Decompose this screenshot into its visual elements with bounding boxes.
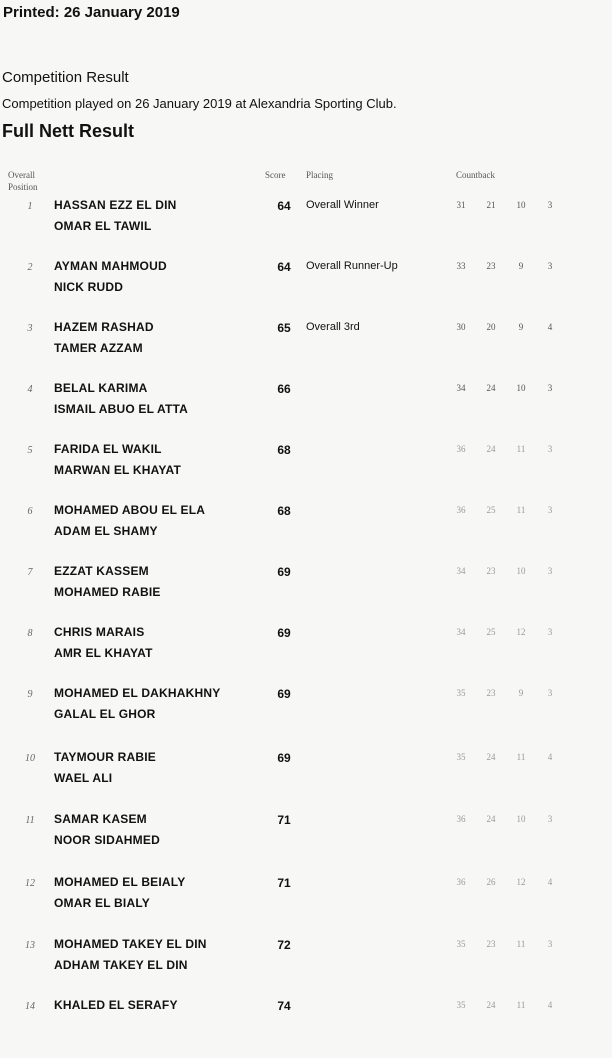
countback-value: 36 <box>456 814 466 824</box>
overall-position: 11 <box>25 815 35 826</box>
table-row <box>0 998 612 1058</box>
countback-value: 23 <box>486 261 496 271</box>
player-name: EZZAT KASSEM <box>54 564 149 578</box>
countback-value: 35 <box>456 752 466 762</box>
partner-name: ISMAIL ABUO EL ATTA <box>54 402 189 416</box>
countback-value: 25 <box>486 627 496 637</box>
partner-name: MARWAN EL KHAYAT <box>54 463 181 477</box>
countback-value: 3 <box>547 383 553 393</box>
player-name: SAMAR KASEM <box>54 812 147 826</box>
countback-value: 36 <box>456 877 466 887</box>
countback-value: 9 <box>518 261 524 271</box>
countback-value: 3 <box>547 627 553 637</box>
countback-value: 24 <box>486 1000 496 1010</box>
score-value: 71 <box>277 813 291 827</box>
overall-position: 2 <box>27 262 33 273</box>
table-row <box>0 381 612 441</box>
countback-value: 4 <box>547 752 553 762</box>
partner-name: OMAR EL BIALY <box>54 896 150 910</box>
countback-value: 3 <box>547 261 553 271</box>
player-name: HAZEM RASHAD <box>54 320 154 334</box>
countback-value: 3 <box>547 814 553 824</box>
score-value: 69 <box>277 687 291 701</box>
countback-value: 9 <box>518 322 524 332</box>
player-name: MOHAMED ABOU EL ELA <box>54 503 206 517</box>
table-row <box>0 320 612 380</box>
table-row <box>0 259 612 319</box>
score-value: 69 <box>277 751 291 765</box>
header-overall-position: Overall Position <box>8 170 38 192</box>
overall-position: 6 <box>27 506 33 517</box>
countback-value: 36 <box>456 505 466 515</box>
countback-value: 24 <box>486 752 496 762</box>
countback-value: 23 <box>486 688 496 698</box>
overall-position: 8 <box>27 628 33 639</box>
countback-value: 35 <box>456 688 466 698</box>
countback-value: 24 <box>486 444 496 454</box>
countback-value: 9 <box>518 688 524 698</box>
player-name: TAYMOUR RABIE <box>54 750 156 764</box>
table-row <box>0 625 612 685</box>
countback-value: 3 <box>547 688 553 698</box>
score-value: 68 <box>277 443 291 457</box>
countback-value: 34 <box>456 627 466 637</box>
countback-value: 12 <box>516 877 526 887</box>
player-name: FARIDA EL WAKIL <box>54 442 162 456</box>
countback-value: 3 <box>547 566 553 576</box>
table-row <box>0 812 612 872</box>
countback-value: 33 <box>456 261 466 271</box>
player-name: MOHAMED TAKEY EL DIN <box>54 937 207 951</box>
countback-value: 34 <box>456 383 466 393</box>
countback-value: 10 <box>516 566 526 576</box>
countback-value: 10 <box>516 814 526 824</box>
partner-name: NICK RUDD <box>54 280 124 294</box>
table-row <box>0 750 612 810</box>
countback-value: 24 <box>486 814 496 824</box>
partner-name: OMAR EL TAWIL <box>54 219 152 233</box>
countback-value: 4 <box>547 1000 553 1010</box>
countback-value: 23 <box>486 566 496 576</box>
result-heading: Full Nett Result <box>2 121 135 141</box>
countback-value: 10 <box>516 200 526 210</box>
countback-value: 20 <box>486 322 496 332</box>
overall-position: 7 <box>27 567 33 578</box>
countback-value: 11 <box>516 752 526 762</box>
countback-value: 4 <box>547 322 553 332</box>
overall-position: 4 <box>27 384 33 395</box>
table-row <box>0 937 612 997</box>
countback-value: 21 <box>486 200 496 210</box>
placing-value: Overall 3rd <box>306 321 360 333</box>
competition-title: Competition Result <box>2 69 129 86</box>
countback-value: 31 <box>456 200 466 210</box>
table-row <box>0 564 612 624</box>
score-value: 71 <box>277 876 291 890</box>
partner-name: WAEL ALI <box>54 771 113 785</box>
countback-value: 3 <box>547 505 553 515</box>
countback-value: 11 <box>516 939 526 949</box>
printed-date: Printed: 26 January 2019 <box>3 4 180 21</box>
partner-name: MOHAMED RABIE <box>54 585 161 599</box>
countback-value: 23 <box>486 939 496 949</box>
score-value: 69 <box>277 565 291 579</box>
countback-value: 10 <box>516 383 526 393</box>
score-value: 65 <box>277 321 291 335</box>
score-value: 66 <box>277 382 291 396</box>
placing-value: Overall Runner-Up <box>306 260 398 272</box>
countback-value: 11 <box>516 1000 526 1010</box>
countback-value: 24 <box>486 383 496 393</box>
player-name: KHALED EL SERAFY <box>54 998 178 1012</box>
partner-name: AMR EL KHAYAT <box>54 646 153 660</box>
countback-value: 35 <box>456 939 466 949</box>
player-name: MOHAMED EL BEIALY <box>54 875 186 889</box>
overall-position: 1 <box>27 201 33 212</box>
countback-value: 36 <box>456 444 466 454</box>
player-name: AYMAN MAHMOUD <box>54 259 167 273</box>
score-value: 68 <box>277 504 291 518</box>
overall-position: 5 <box>27 445 33 456</box>
player-name: MOHAMED EL DAKHAKHNY <box>54 686 221 700</box>
countback-value: 11 <box>516 505 526 515</box>
overall-position: 12 <box>25 878 35 889</box>
header-placing: Placing <box>306 170 333 180</box>
countback-value: 25 <box>486 505 496 515</box>
countback-value: 11 <box>516 444 526 454</box>
partner-name: TAMER AZZAM <box>54 341 143 355</box>
partner-name: ADHAM TAKEY EL DIN <box>54 958 188 972</box>
player-name: CHRIS MARAIS <box>54 625 145 639</box>
table-row <box>0 503 612 563</box>
score-value: 64 <box>277 260 291 274</box>
score-value: 64 <box>277 199 291 213</box>
countback-value: 3 <box>547 200 553 210</box>
countback-value: 26 <box>486 877 496 887</box>
player-name: HASSAN EZZ EL DIN <box>54 198 177 212</box>
score-value: 69 <box>277 626 291 640</box>
countback-value: 35 <box>456 1000 466 1010</box>
table-row <box>0 875 612 935</box>
overall-position: 14 <box>25 1001 35 1012</box>
countback-value: 3 <box>547 939 553 949</box>
score-value: 74 <box>277 999 291 1013</box>
partner-name: GALAL EL GHOR <box>54 707 156 721</box>
table-row <box>0 198 612 258</box>
countback-value: 3 <box>547 444 553 454</box>
competition-subtitle: Competition played on 26 January 2019 at Alexandria Sporting Club. <box>2 96 397 111</box>
placing-value: Overall Winner <box>306 199 379 211</box>
partner-name: ADAM EL SHAMY <box>54 524 158 538</box>
header-countback: Countback <box>456 170 495 180</box>
overall-position: 10 <box>25 753 35 764</box>
table-row <box>0 686 612 746</box>
header-score: Score <box>265 170 286 180</box>
overall-position: 9 <box>27 689 33 700</box>
overall-position: 13 <box>25 940 35 951</box>
partner-name: NOOR SIDAHMED <box>54 833 160 847</box>
table-row <box>0 442 612 502</box>
overall-position: 3 <box>27 323 33 334</box>
countback-value: 12 <box>516 627 526 637</box>
player-name: BELAL KARIMA <box>54 381 148 395</box>
countback-value: 34 <box>456 566 466 576</box>
countback-value: 4 <box>547 877 553 887</box>
countback-value: 30 <box>456 322 466 332</box>
score-value: 72 <box>277 938 291 952</box>
